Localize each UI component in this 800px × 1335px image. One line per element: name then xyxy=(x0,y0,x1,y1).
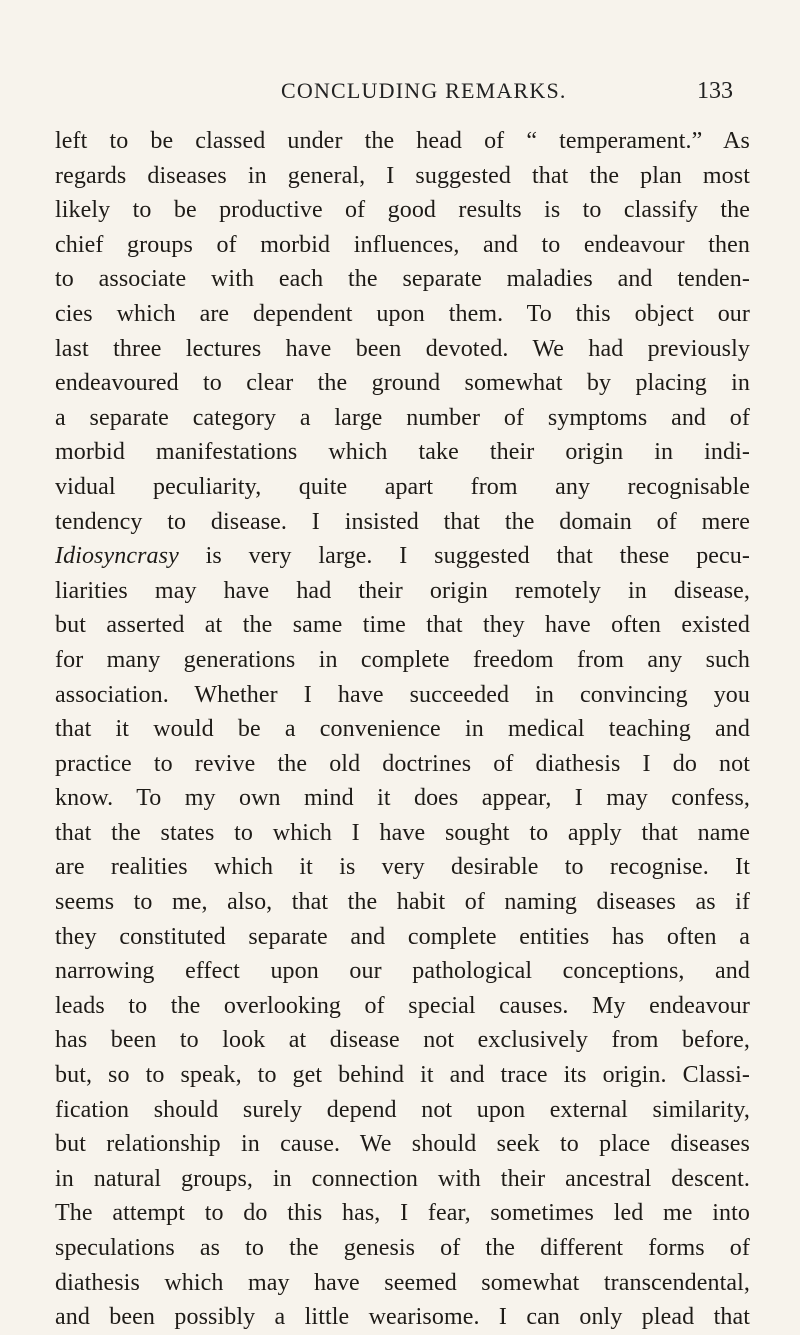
text-line: but, so to speak, to get behind it and trace its origin. Classi- xyxy=(55,1062,750,1089)
body-text xyxy=(55,124,750,1335)
text-line: tendency to disease. I insisted that the domain of mere xyxy=(55,508,750,535)
text-line: fication should surely depend not upon external similarity, xyxy=(55,1096,750,1123)
text-line: diathesis which may have seemed somewhat transcendental, xyxy=(55,1269,750,1296)
text-line: seems to me, also, that the habit of naming diseases as if xyxy=(55,889,750,916)
text-line: practice to revive the old doctrines of diathesis I do not xyxy=(55,750,750,777)
text-line: The attempt to do this has, I fear, sometimes led me into xyxy=(55,1200,750,1227)
text-line: morbid manifestations which take their origin in indi- xyxy=(55,439,750,466)
text-line: left to be classed under the head of “ temperament.” As xyxy=(55,128,750,154)
text-line: liarities may have had their origin remotely in disease, xyxy=(55,577,750,604)
page-number: 133 xyxy=(697,78,733,104)
text-line: association. Whether I have succeeded in convincing you xyxy=(55,681,750,708)
text-line: but relationship in cause. We should seek to place diseases xyxy=(55,1131,750,1158)
text-line: in natural groups, in connection with their ancestral descent. xyxy=(55,1165,750,1192)
text-line: endeavoured to clear the ground somewhat by placing in xyxy=(55,370,750,397)
text-line: speculations as to the genesis of the different forms of xyxy=(55,1235,750,1261)
text-line: leads to the overlooking of special causes. My endeavour xyxy=(55,992,750,1019)
text-line-rest: is very large. I suggested that these pecu- xyxy=(178,543,750,570)
text-line: chief groups of morbid influences, and to endeavour then xyxy=(55,231,750,258)
text-line: they constituted separate and complete entities has often a xyxy=(55,923,750,950)
running-head xyxy=(0,78,800,108)
text-line: last three lectures have been devoted. We had previously xyxy=(55,335,750,362)
running-title: CONCLUDING REMARKS. xyxy=(281,78,567,103)
text-line-with-italic xyxy=(55,539,750,574)
text-line: that it would be a convenience in medical teaching and xyxy=(55,716,750,743)
text-line: cies which are dependent upon them. To this object our xyxy=(55,300,750,327)
text-line: narrowing effect upon our pathological conceptions, and xyxy=(55,958,750,985)
text-line: for many generations in complete freedom from any such xyxy=(55,646,750,673)
text-line: but asserted at the same time that they have often existed xyxy=(55,612,750,639)
text-line: know. To my own mind it does appear, I may confess, xyxy=(55,785,750,812)
text-line: has been to look at disease not exclusively from before, xyxy=(55,1027,750,1054)
text-line: that the states to which I have sought to apply that name xyxy=(55,819,750,846)
text-line: are realities which it is very desirable to recognise. It xyxy=(55,854,750,881)
text-line: a separate category a large number of symptoms and of xyxy=(55,404,750,431)
italic-term: Idiosyncrasy xyxy=(55,543,179,570)
text-line: likely to be productive of good results is to classify the xyxy=(55,197,750,224)
text-line: regards diseases in general, I suggested that the plan most xyxy=(55,162,750,189)
text-line: vidual peculiarity, quite apart from any recognisable xyxy=(55,473,750,500)
text-line: and been possibly a little wearisome. I can only plead that xyxy=(55,1304,750,1331)
text-line: to associate with each the separate maladies and tenden- xyxy=(55,266,750,293)
